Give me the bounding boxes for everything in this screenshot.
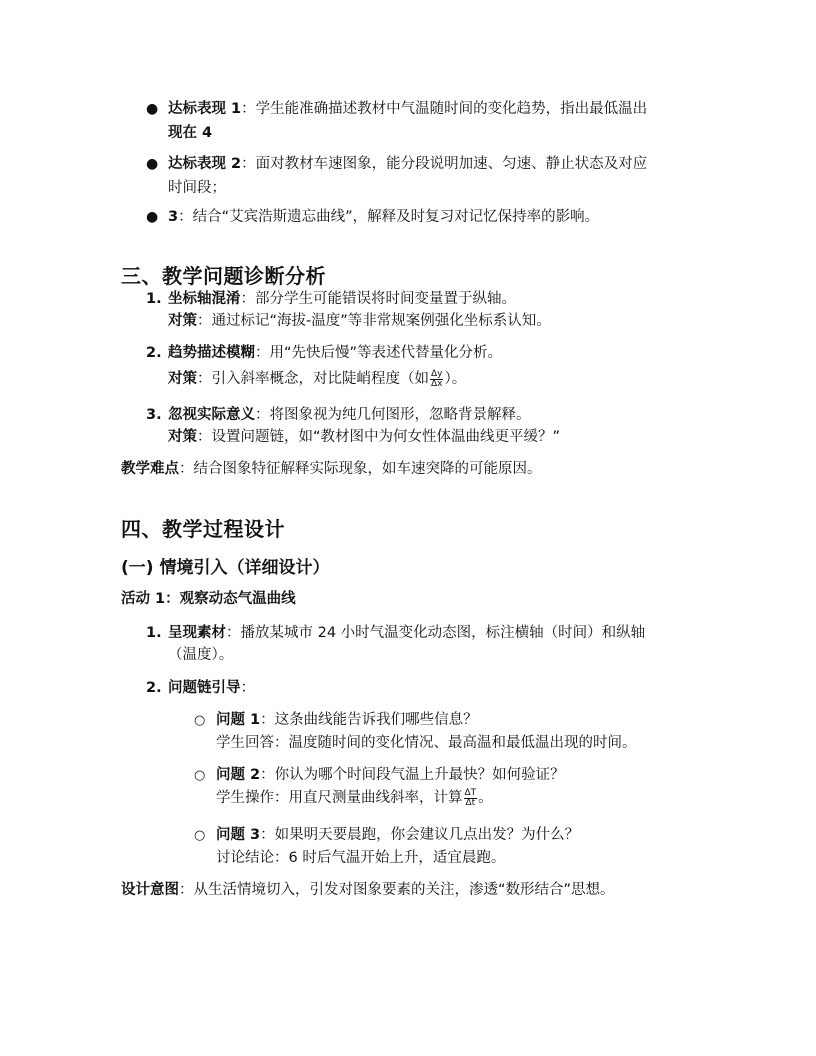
list-number: 1.: [146, 291, 162, 307]
bullet-label: 3: [168, 209, 179, 225]
circle-bullet-icon: ○: [194, 768, 206, 783]
bullet-label: 达标表现 2: [168, 156, 242, 172]
bullet-icon: ●: [146, 156, 159, 172]
question-answer: 讨论结论：6 时后气温开始上升，适宜晨跑。: [216, 850, 506, 866]
bullet-item: [146, 205, 708, 229]
list-item: [146, 342, 708, 390]
question-text: ：你认为哪个时间段气温上升最快？如何验证？: [260, 767, 565, 783]
strategy-text: ：设置问题链，如“教材图中为何女性体温曲线更平缓？”: [197, 429, 561, 445]
design-intent: [121, 879, 701, 901]
question-label: 问题 3: [216, 827, 261, 843]
question-text: ：这条曲线能告诉我们哪些信息？: [260, 712, 478, 728]
list-number: 2.: [146, 345, 162, 361]
strategy-label: 对策: [168, 313, 197, 329]
bullet-text: 面对教材车速图象，能分段说明加速、匀速、静止状态及对应: [255, 156, 648, 172]
list-item: [146, 404, 708, 448]
bullet-icon: ●: [146, 209, 159, 225]
list-number: 2.: [146, 680, 162, 696]
question-text: ：如果明天要晨跑，你会建议几点出发？为什么？: [260, 827, 580, 843]
question-answer: 学生回答：温度随时间的变化情况、最高温和最低温出现的时间。: [216, 735, 637, 751]
circle-bullet-icon: ○: [194, 713, 206, 728]
item-text: ：播放某城市 24 小时气温变化动态图，标注横轴（时间）和纵轴: [226, 625, 646, 641]
list-number: 3.: [146, 407, 162, 423]
item-label: 趋势描述模糊: [168, 345, 255, 361]
item-text: ：: [240, 680, 255, 696]
bullet-text: 时间段；: [168, 180, 226, 196]
bullet-sep: ：: [241, 101, 256, 117]
strategy-text-end: ）。: [444, 371, 467, 387]
item-text: （温度）。: [168, 647, 234, 663]
question-answer: 学生操作：用直尺测量曲线斜率，计算: [216, 790, 463, 806]
item-label: 呈现素材: [168, 625, 226, 641]
bullet-icon: ●: [146, 101, 159, 117]
question-item: [194, 709, 696, 755]
item-text: ：将图象视为纯几何图形，忽略背景解释。: [255, 407, 531, 423]
list-item: [146, 677, 708, 699]
strategy-label: 对策: [168, 371, 197, 387]
item-text: ：用“先快后慢”等表述代替量化分析。: [255, 345, 503, 361]
fraction: [464, 789, 478, 808]
bullet-text: 学生能准确描述教材中气温随时间的变化趋势，指出最低温出: [255, 101, 648, 117]
question-label: 问题 1: [216, 712, 261, 728]
question-answer-end: 。: [478, 790, 493, 806]
bullet-item: [146, 152, 708, 200]
circle-bullet-icon: ○: [194, 828, 206, 843]
bullet-sep: ：: [241, 156, 256, 172]
fraction: [430, 370, 443, 389]
item-label: 问题链引导: [168, 680, 241, 696]
list-number: 1.: [146, 625, 162, 641]
strategy-text: ：引入斜率概念，对比陡峭程度（如: [197, 371, 429, 387]
list-item: [146, 288, 708, 332]
activity-title: 活动 1：观察动态气温曲线: [121, 591, 296, 607]
bullet-label: 达标表现 1: [168, 101, 242, 117]
bullet-sep: ：: [178, 209, 193, 225]
difficulty-text: ：结合图象特征解释实际现象，如车速突降的可能原因。: [179, 461, 542, 477]
subsection-heading: (一) 情境引入（详细设计）: [121, 558, 330, 578]
fraction-numerator: Δy: [431, 368, 443, 379]
question-item: [194, 764, 696, 810]
question-item: [194, 824, 696, 870]
teaching-difficulty: [121, 458, 701, 480]
fraction-numerator: ΔT: [464, 787, 477, 798]
question-label: 问题 2: [216, 767, 261, 783]
section-heading: 四、教学过程设计: [121, 517, 285, 541]
item-text: ：部分学生可能错误将时间变量置于纵轴。: [240, 291, 516, 307]
strategy-text: ：通过标记“海拔-温度”等非常规案例强化坐标系认知。: [197, 313, 551, 329]
list-item: [146, 622, 708, 666]
bullet-text: 结合“艾宾浩斯遗忘曲线”，解释及时复习对记忆保持率的影响。: [192, 209, 600, 225]
intent-text: ：从生活情境切入，引发对图象要素的关注，渗透“数形结合”思想。: [179, 882, 615, 898]
item-label: 忽视实际意义: [168, 407, 255, 423]
difficulty-label: 教学难点: [121, 461, 179, 477]
section-heading: 三、教学问题诊断分析: [121, 264, 326, 288]
intent-label: 设计意图: [121, 882, 179, 898]
strategy-label: 对策: [168, 429, 197, 445]
fraction-denominator: Δt: [465, 797, 476, 808]
bullet-text: 现在 4: [168, 125, 213, 141]
bullet-item: [146, 97, 708, 145]
item-label: 坐标轴混淆: [168, 291, 241, 307]
fraction-denominator: Δx: [431, 378, 443, 389]
